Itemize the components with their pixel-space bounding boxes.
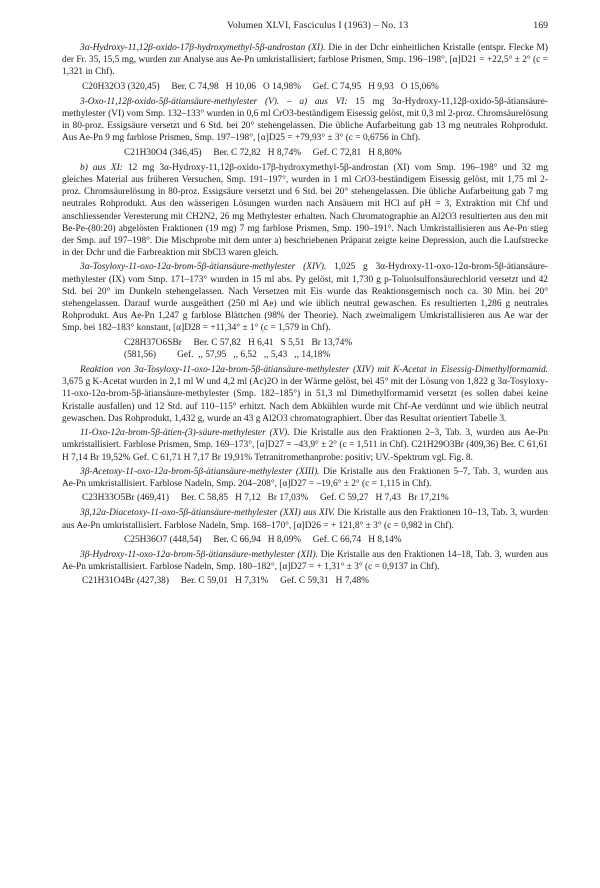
paragraph [62,96,548,145]
paragraph-text: 12 mg 3α-Hydroxy-11,12β-oxido-17β-hydroxymethyl-5β-androstan (XI) vom Smp. 196–198° und 32 mg gleiches Material aus früheren Versuchen, Smp. 191–197°, wurden in 1 ml CrO3-beständigem Eisessig gelöst, mit 1,75 ml 2-proz. Chromsäurelösung in 80-proz. Essigsäure versetzt und 6 Std. bei 20° stehengelassen. Die übliche Aufarbeitung gab 7 mg neutrales Rohprodukt. Aus den wässerigen Lösungen wurden nach Ansäuern mit HCl auf pH = 3, Extraktion mit Chf und anschliessender Veresterung mit CH2N2, 26 mg Methylester erhalten. Nach Chromatographie an Al2O3 resultierten aus den mit Be-Pe-(80:20) abgelösten Fraktionen (19 mg) 7 mg farblose Prismen, Smp. 190–191°. Nach Umkristallisieren aus Ae-Pn stieg der Smp. auf 197–198°. Die Mischprobe mit dem unter a) beschriebenen Präparat zeigte keine Depression, auch die Laufstrecke in der Dchr und die Farbreaktion mit SbCl3 waren gleich. [62,162,548,259]
paragraph [62,162,548,260]
analysis-formula: C23H33O5Br (469,41) Ber. C 58,85 H 7,12 Br 17,03% Gef. C 59,27 H 7,43 Br 17,21% [82,493,449,504]
compound-heading: Reaktion von 3α-Tosyloxy-11-oxo-12α-brom-5β-ätiansäure-methylester (XIV) mit K-Acetat in Eisessig-Dimethylformamid. [80,365,548,376]
running-title: Volumen XLVI, Fasciculus I (1963) – No. 13 [227,20,409,31]
paragraph-text: 1,025 g 3α-Hydroxy-11-oxo-12α-brom-5β-ätiansäure-methylester (IX) vom Smp. 171–173° wurden in 15 ml abs. Py gelöst, mit 1,730 g p-Toluolsulfonsäurechlorid versetzt und 42 Std. bei 20° im Dunkeln stehengelassen. Nach Versetzen mit Eis wurde das Reaktionsgemisch noch ca. 30 Min. bei 20° stehengelassen. Darauf wurde ausgeäthert (250 ml Ae) und wie üblich neutral gewaschen. Es resultierten 1,286 g neutrales Rohprodukt. Aus Ae-Pn 1,247 g farblose Blättchen (98% der Theorie). Nach zweimaligem Umkristallisieren aus Ae war der Smp. bei 182–183° konstant, [α]D28 = +11,34° ± 1° (c = 1,579 in Chf). [62,262,548,334]
paragraph [62,507,548,531]
page-number: 169 [533,20,548,31]
paragraph-text: Die Kristalle aus den Fraktionen 5–7, Tab. 3, wurden aus Ae-Pn umkristallisiert. Farblose Nadeln, Smp. 204–208°, [α]D27 = –19,6° ± 2° (c = 1,115 in Chf). [62,466,548,489]
analysis-formula: C20H32O3 (320,45) Ber. C 74,98 H 10,06 O 14,98% Gef. C 74,95 H 9,93 O 15,06% [82,81,439,92]
paragraph-text: 3,675 g K-Acetat wurden in 2,1 ml W und 4,2 ml (Ac)2O in der Wärme gelöst, bei 45° mit der Lösung von 1,822 g 3α-Tosyloxy-11-oxo-12α-brom-5β-ätiansäure-methylester (Smp. 182–185°) in 51,3 ml Dimethylformamid versetzt (es sollen dabei keine Kristalle ausfallen) und 12 Std. auf 110–115° erhitzt. Nach dem Abkühlen wurde mit Chf-Ae verdünnt und wie üblich neutral gewaschen. Das Rohprodukt, 1,432 g, wurde an 43 g Al2O3 chromatographiert. Über das Resultat orientiert Tabelle 3. [62,377,548,424]
paragraph-text: Die in der Dchr einheitlichen Kristalle (entspr. Flecke M) der Fr. 35, 15,5 mg, wurden zur Analyse aus Ae-Pn umkristallisiert; farblose Prismen, Smp. 196–198°, [α]D21 = +22,5° ± 2° (c = 1,321 in Chf). [62,43,549,78]
analysis-formula: C25H36O7 (448,54) Ber. C 66,94 H 8,09% Gef. C 66,74 H 8,14% [124,534,402,545]
paragraph [62,42,548,79]
paragraph-text: Die Kristalle aus den Fraktionen 10–13, Tab. 3, wurden aus Ae-Pn umkristallisiert. Farblose Nadeln, Smp. 168–170°, [α]D26 = + 121,8° ± 3° (c = 0,982 in Chf). [62,508,548,531]
compound-heading: 3β-Hydroxy-11-oxo-12α-brom-5β-ätiansäure-methylester (XII). [80,549,318,560]
analysis-formula: C21H30O4 (346,45) Ber. C 72,82 H 8,74% Gef. C 72,81 H 8,80% [124,147,402,158]
compound-heading: 3β,12α-Diacetoxy-11-oxo-5β-ätiansäure-methylester (XXI) aus XIV. [80,508,335,519]
paragraph [62,427,548,464]
paragraph [62,466,548,490]
compound-heading: 3α-Hydroxy-11,12β-oxido-17β-hydroxymethyl-5β-androstan (XI). [80,43,326,53]
paragraph [62,549,548,573]
paragraph-text: Die Kristalle aus den Fraktionen 2–3, Tab. 3, wurden aus Ae-Pn umkristallisiert. Farblose Prismen, Smp. 169–173°, [α]D27 = –43,9° ± 2° (c = 1,511 in Chf). C21H29O3Br (409,36) Ber. C 61,61 H 7,14 Br 19,52% Gef. C 61,71 H 7,17 Br 19,91% Tetranitromethanprobe: positiv; UV.-Spektrum vgl. Fig. 8. [62,428,548,463]
paragraph-text: Die Kristalle aus den Fraktionen 14–18, Tab. 3, wurden aus Ae-Pn umkristallisiert. Farblose Nadeln, Smp. 180–182°, [α]D27 = + 1,31° ± 3° (c = 0,9137 in Chf). [62,549,548,573]
page-header [62,20,548,42]
analysis-formula: C21H31O4Br (427,38) Ber. C 59,01 H 7,31% Gef. C 59,31 H 7,48% [82,576,369,587]
compound-heading: 3α-Tosyloxy-11-oxo-12α-brom-5β-ätiansäure-methylester (XIV). [80,262,327,273]
analysis-formula: C28H37O6SBr Ber. C 57,82 H 6,41 S 5,51 Br 13,74% (581,56) Gef. ,, 57,95 ,, 6,52 ,, 5,43 ,, 14,18% [124,337,353,360]
paragraph [62,261,548,334]
paragraph [62,364,548,425]
compound-heading: 3β-Acetoxy-11-oxo-12α-brom-5β-ätiansäure-methylester (XIII). [80,466,320,477]
compound-heading: b) aus XI: [80,162,123,173]
compound-heading: 3-Oxo-11,12β-oxido-5β-ätiansäure-methylester (V). – a) aus VI: [80,96,348,107]
paragraph-text: 15 mg 3α-Hydroxy-11,12β-oxido-5β-ätiansäure-methylester (VI) vom Smp. 132–133° wurden in 0,6 ml CrO3-beständigem Eisessig gelöst, mit 0,3 ml 2-proz. Chromsäurelösung in 80-proz. Essigsäure versetzt und 6 Std. bei 20° stehengelassen. Die übliche Aufarbeitung gab 13 mg neutrales Rohprodukt. Aus Ae-Pn 9 mg farblose Prismen, Smp. 197–198°, [α]D25 = +79,93° ± 3° (c = 0,6756 in Chf). [62,96,548,144]
compound-heading: 11-Oxo-12α-brom-5β-ätien-(3)-säure-methylester (XV). [80,428,290,439]
